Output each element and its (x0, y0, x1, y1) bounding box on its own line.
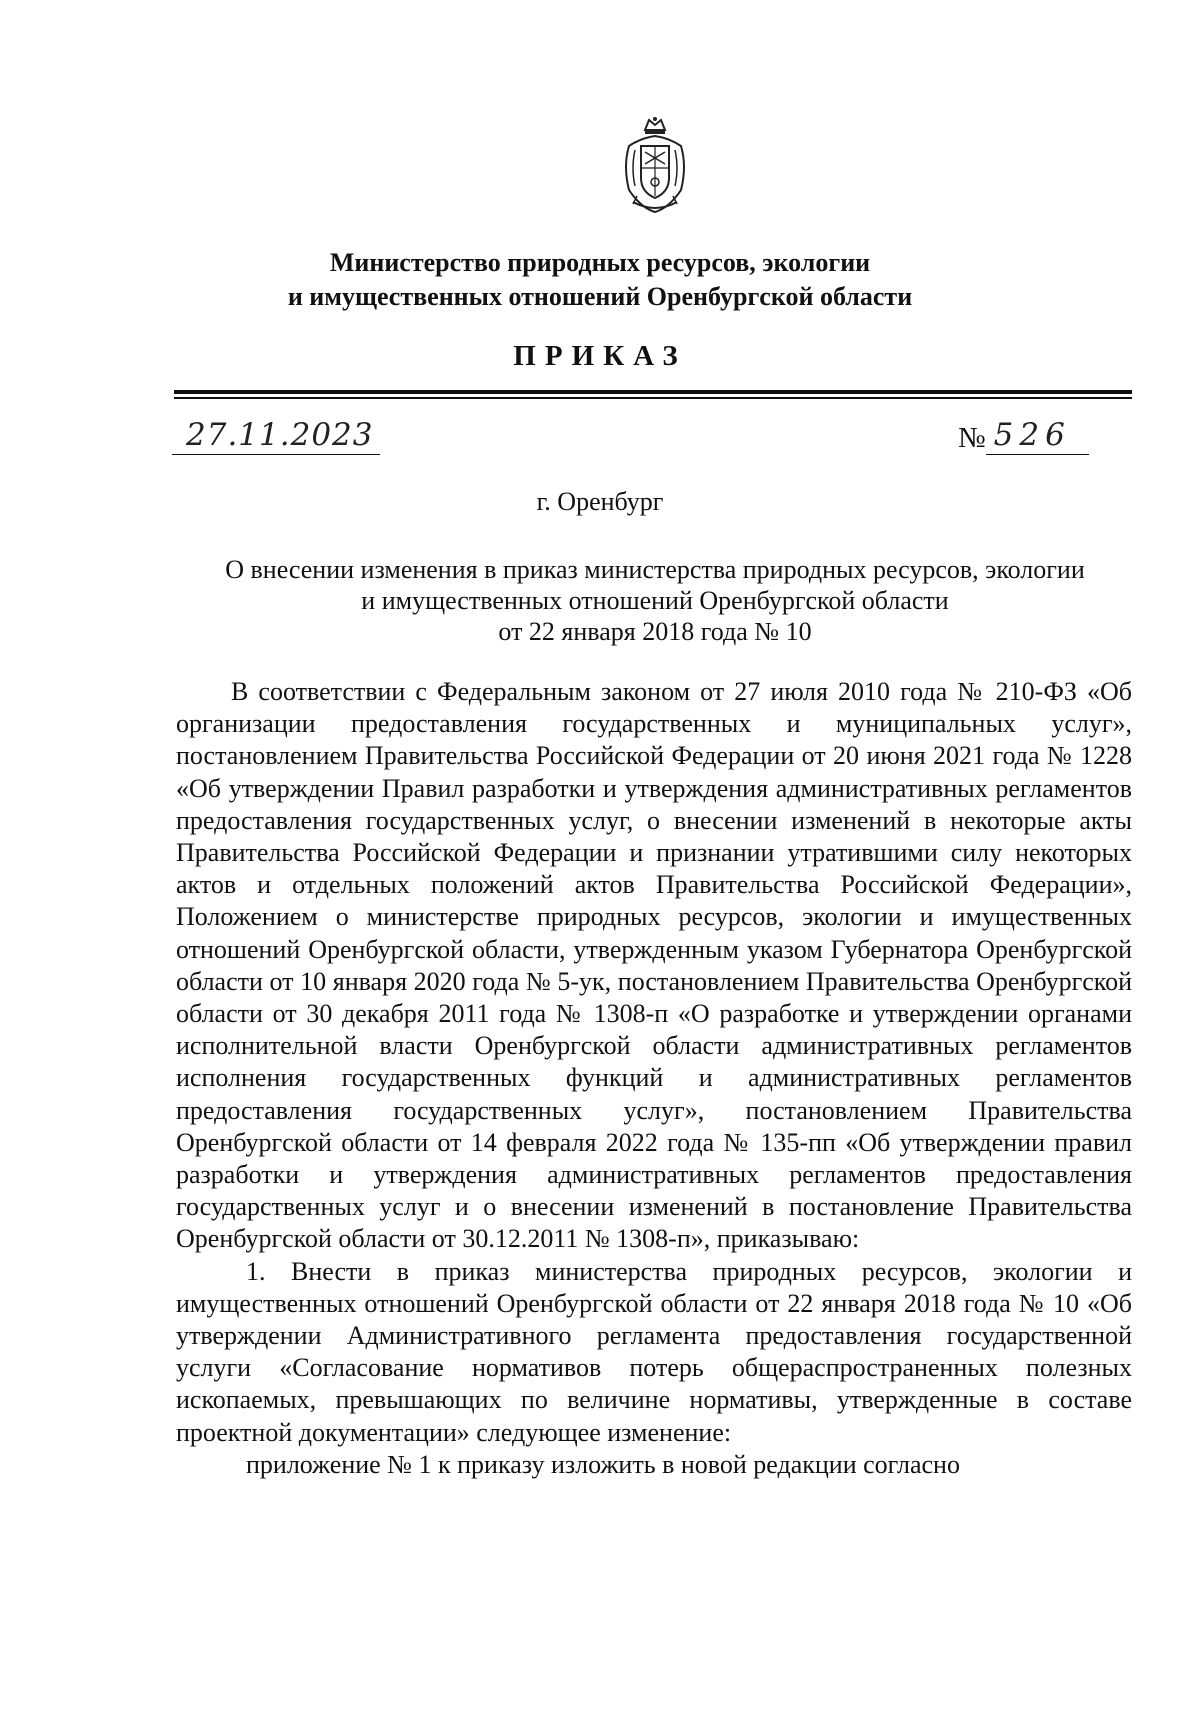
order-body (176, 676, 1132, 1481)
order-subject (170, 554, 1140, 647)
ministry-name-line2: и имущественных отношений Оренбургской области (287, 282, 913, 311)
subject-line2: и имущественных отношений Оренбургской области (361, 586, 949, 615)
ministry-name-line1: Министерство природных ресурсов, экологии (329, 248, 871, 277)
order-title: ПРИКАЗ (513, 340, 687, 372)
header-divider-thin (174, 397, 1132, 399)
coat-of-arms-icon (615, 116, 695, 216)
body-paragraph-item-1: 1. Внести в приказ министерства природных ресурсов, экологии и имущественных отношений Оренбургской области от 22 января 2018 года № 10 «Об утверждении Административного регламента предоставления государственной услуги «Согласование нормативов потерь общераспространенных полезных ископаемых, превышающих по величине нормативы, утвержденные в составе проектной документации» следующее изменение: (176, 1256, 1132, 1447)
subject-line3: от 22 января 2018 года № 10 (498, 617, 812, 646)
subject-line1: О внесении изменения в приказ министерства природных ресурсов, экологии (225, 555, 1085, 584)
ministry-name (180, 246, 1020, 314)
order-number-block (958, 418, 1089, 455)
body-paragraph-annex: приложение № 1 к приказу изложить в новой редакции согласно (246, 1449, 960, 1479)
body-paragraph-preamble: В соответствии с Федеральным законом от 27 июля 2010 года № 210-ФЗ «Об организации предоставления государственных и муниципальных услуг», постановлением Правительства Российской Федерации от 20 июня 2021 года № 1228 «Об утверждении Правил разработки и утверждения административных регламентов предоставления государственных услуг, о внесении изменений в некоторые акты Правительства Российской Федерации и признании утратившими силу некоторых актов и отдельных положений актов Правительства Российской Федерации», Положением о министерстве природных ресурсов, экологии и имущественных отношений Оренбургской области, утвержденным указом Губернатора Оренбургской области от 10 января 2020 года № 5-ук, постановлением Правительства Оренбургской области от 30 декабря 2011 года № 1308-п «О разработке и утверждении органами исполнительной власти Оренбургской области административных регламентов исполнения государственных функций и административных регламентов предоставления государственных услуг», постановлением Правительства Оренбургской области от 14 февраля 2022 года № 135-пп «Об утверждении правил разработки и утверждения административных регламентов предоставления государственных услуг и о внесении изменений в постановление Правительства Оренбургской области от 30.12.2011 № 1308-п», приказываю: (176, 677, 1132, 1254)
header-divider-thick (174, 390, 1132, 394)
number-sign: № (958, 422, 986, 454)
city: г. Оренбург (536, 487, 664, 516)
order-number: 526 (986, 418, 1089, 455)
order-date: 27.11.2023 (172, 418, 380, 455)
